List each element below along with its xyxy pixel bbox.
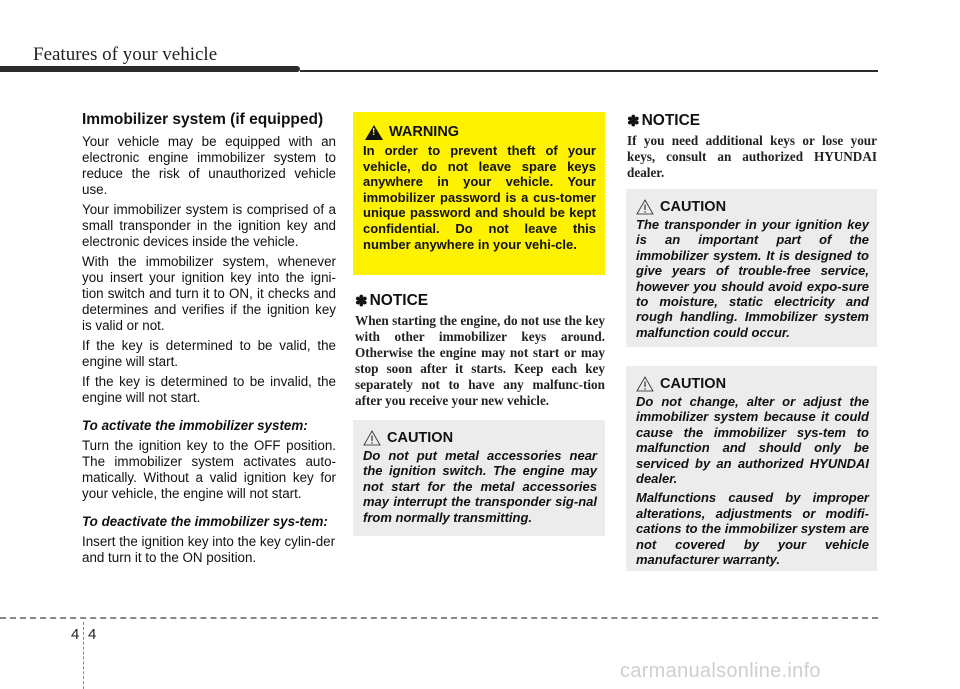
warning-label: WARNING (389, 124, 460, 140)
warning-text: In order to prevent theft of your vehicle, do not leave spare keys anywhere in your vehicle. Your immobilizer password is a cus-tomer unique password and should be kept confidential. Do not leave this number anywhere in your vehi-cle. (363, 143, 596, 252)
caution-label: CAUTION (660, 199, 727, 215)
caution-box-transponder (626, 189, 877, 347)
notice-engine-start (355, 292, 605, 409)
caution-triangle-icon (363, 430, 381, 446)
page-number: 4 (88, 626, 97, 643)
notice-text: If you need additional keys or lose your keys, consult an authorized HYUNDAI dealer. (627, 133, 877, 180)
caution-text (636, 394, 869, 567)
caution-text: Do not put metal accessories near the ignition switch. The engine may not start for the metal accessories may interrupt the transponder sig-nal from normally transmitting. (363, 448, 597, 525)
immobilizer-section (82, 112, 336, 570)
caution-paragraph: Malfunctions caused by improper alterations, adjustments or modifi-cations to the immobilizer system are not covered by your vehicle manufacturer warranty. (636, 490, 869, 568)
warning-box (353, 112, 605, 275)
page-header-title: Features of your vehicle (33, 44, 218, 65)
notice-additional-keys (627, 112, 877, 181)
caution-text: The transponder in your ignition key is an important part of the immobilizer system. It is designed to give years of trouble-free service, however you should avoid expo-sure to moisture, static electricity and rough handling. Immobilizer system malfunction could occur. (636, 217, 869, 340)
caution-heading (636, 376, 869, 392)
deactivate-heading: To deactivate the immobilizer sys-tem: (82, 514, 328, 529)
asterisk-icon: ✽ (627, 113, 640, 130)
paragraph: Your vehicle may be equipped with an electronic engine immobilizer system to reduce the risk of unauthorized vehicle use. (82, 134, 336, 197)
paragraph: With the immobilizer system, whenever you insert your ignition key into the igni-tion switch and turn it to ON, it checks and determines and verifies if the ignition key is valid or not. (82, 254, 336, 333)
caution-box-metal-accessories (353, 420, 605, 536)
caution-box-alterations (626, 366, 877, 571)
caution-triangle-icon (636, 199, 654, 215)
caution-label: CAUTION (387, 430, 454, 446)
header-bar-thick (0, 66, 300, 72)
activate-heading: To activate the immobilizer system: (82, 418, 308, 433)
notice-text: When starting the engine, do not use the key with other immobilizer keys around. Otherwise the engine may not start or may stop soon after it starts. Keep each key separately not to have any malfunc-tion after you receive your new vehicle. (355, 313, 605, 408)
section-heading: Immobilizer system (if equipped) (82, 111, 324, 128)
warning-heading (363, 124, 596, 140)
asterisk-icon: ✽ (355, 293, 368, 310)
warning-triangle-icon (365, 125, 383, 140)
notice-label: NOTICE (369, 292, 429, 309)
caution-heading (363, 430, 597, 446)
paragraph: If the key is determined to be invalid, the engine will not start. (82, 374, 336, 405)
activate-text: Turn the ignition key to the OFF position. The immobilizer system activates auto-matically. Without a valid ignition key for your vehicle, the engine will not start. (82, 438, 336, 501)
section-number: 4 (71, 626, 80, 643)
caution-label: CAUTION (660, 376, 727, 392)
watermark: carmanualsonline.info (620, 660, 821, 682)
notice-label: NOTICE (641, 112, 701, 129)
caution-triangle-icon (636, 376, 654, 392)
page-number-divider (83, 622, 84, 689)
caution-heading (636, 199, 869, 215)
paragraph: Your immobilizer system is comprised of a small transponder in the ignition key and electronic devices inside the vehicle. (82, 202, 336, 249)
header-bar-thin (300, 70, 878, 72)
notice-heading (355, 292, 605, 310)
notice-heading (627, 112, 877, 130)
footer-dashed-line (0, 617, 878, 619)
paragraph: If the key is determined to be valid, the engine will start. (82, 338, 336, 369)
deactivate-text: Insert the ignition key into the key cylin-der and turn it to the ON position. (82, 534, 336, 565)
caution-paragraph: Do not change, alter or adjust the immobilizer system because it could cause the immobilizer sys-tem to malfunction and should only be serviced by an authorized HYUNDAI dealer. (636, 394, 869, 487)
